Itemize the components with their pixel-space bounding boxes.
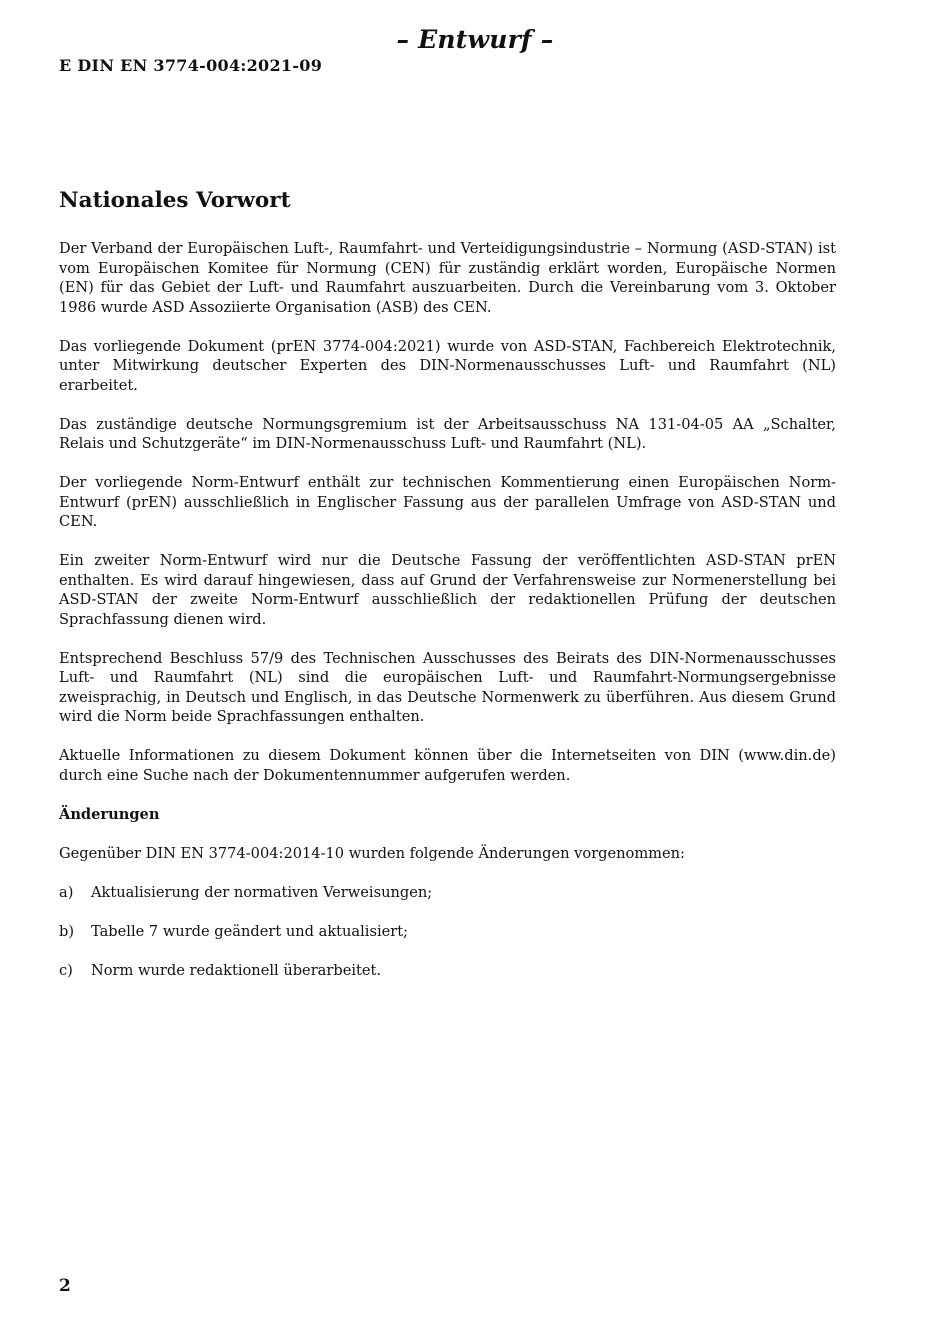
list-item	[59, 961, 836, 981]
list-marker: c)	[59, 961, 73, 979]
paragraph: Der Verband der Europäischen Luft-, Raumfahrt- und Verteidigungsindustrie – Normung (ASD-STAN) ist vom Europäischen Komitee für Normung (CEN) für zuständig erklärt worden, Europäische Normen (EN) für das Gebiet der Luft- und Raumfahrt auszuarbeiten. Durch die Vereinbarung vom 3. Oktober 1986 wurde ASD Assoziierte Organisation (ASB) des CEN.	[59, 240, 836, 316]
paragraph: Das vorliegende Dokument (prEN 3774-004:2021) wurde von ASD-STAN, Fachbereich Elektrotechnik, unter Mitwirkung deutscher Experten des DIN-Normenausschusses Luft- und Raumfahrt (NL) erarbeitet.	[59, 337, 836, 394]
paragraph: Ein zweiter Norm-Entwurf wird nur die Deutsche Fassung der veröffentlichten ASD-STAN prEN enthalten. Es wird darauf hingewiesen, dass auf Grund der Verfahrensweise zur Normenerstellung bei ASD-STAN der zweite Norm-Entwurf ausschließlich der redaktionellen Prüfung der deutschen Sprachfassung dienen wird.	[59, 552, 836, 628]
paragraph: Das zuständige deutsche Normungsgremium ist der Arbeitsausschuss NA 131-04-05 AA „Schalter, Relais und Schutzgeräte“ im DIN-Normenausschuss Luft- und Raumfahrt (NL).	[59, 415, 836, 452]
paragraph: Entsprechend Beschluss 57/9 des Technischen Ausschusses des Beirats des DIN-Normenausschusses Luft- und Raumfahrt (NL) sind die europäischen Luft- und Raumfahrt-Normungsergebnisse zweisprachig, in Deutsch und Englisch, in das Deutsche Normenwerk zu überführen. Aus diesem Grund wird die Norm beide Sprachfassungen enthalten.	[59, 649, 836, 725]
list-marker: a)	[59, 883, 74, 901]
list-text: Norm wurde redaktionell überarbeitet.	[91, 961, 382, 979]
paragraph: Der vorliegende Norm-Entwurf enthält zur technischen Kommentierung einen Europäischen Norm-Entwurf (prEN) ausschließlich in Englischer Fassung aus der parallelen Umfrage von ASD-STAN und CEN.	[59, 474, 836, 530]
document-id: E DIN EN 3774-004:2021-09	[59, 56, 323, 75]
main-content	[59, 185, 836, 1000]
list-text: Aktualisierung der normativen Verweisungen;	[91, 883, 433, 901]
list-text: Tabelle 7 wurde geändert und aktualisiert;	[91, 922, 409, 940]
list-item	[59, 883, 836, 903]
page-number: 2	[59, 1276, 71, 1296]
changes-intro: Gegenüber DIN EN 3774-004:2014-10 wurden folgende Änderungen vorgenommen:	[59, 844, 685, 862]
draft-watermark: – Entwurf –	[396, 25, 554, 54]
section-title: Nationales Vorwort	[59, 188, 291, 213]
list-marker: b)	[59, 922, 75, 940]
paragraph: Aktuelle Informationen zu diesem Dokument können über die Internetseiten von DIN (www.din.de) durch eine Suche nach der Dokumentennummer aufgerufen werden.	[59, 747, 836, 784]
list-item	[59, 922, 836, 942]
changes-heading: Änderungen	[59, 805, 160, 823]
